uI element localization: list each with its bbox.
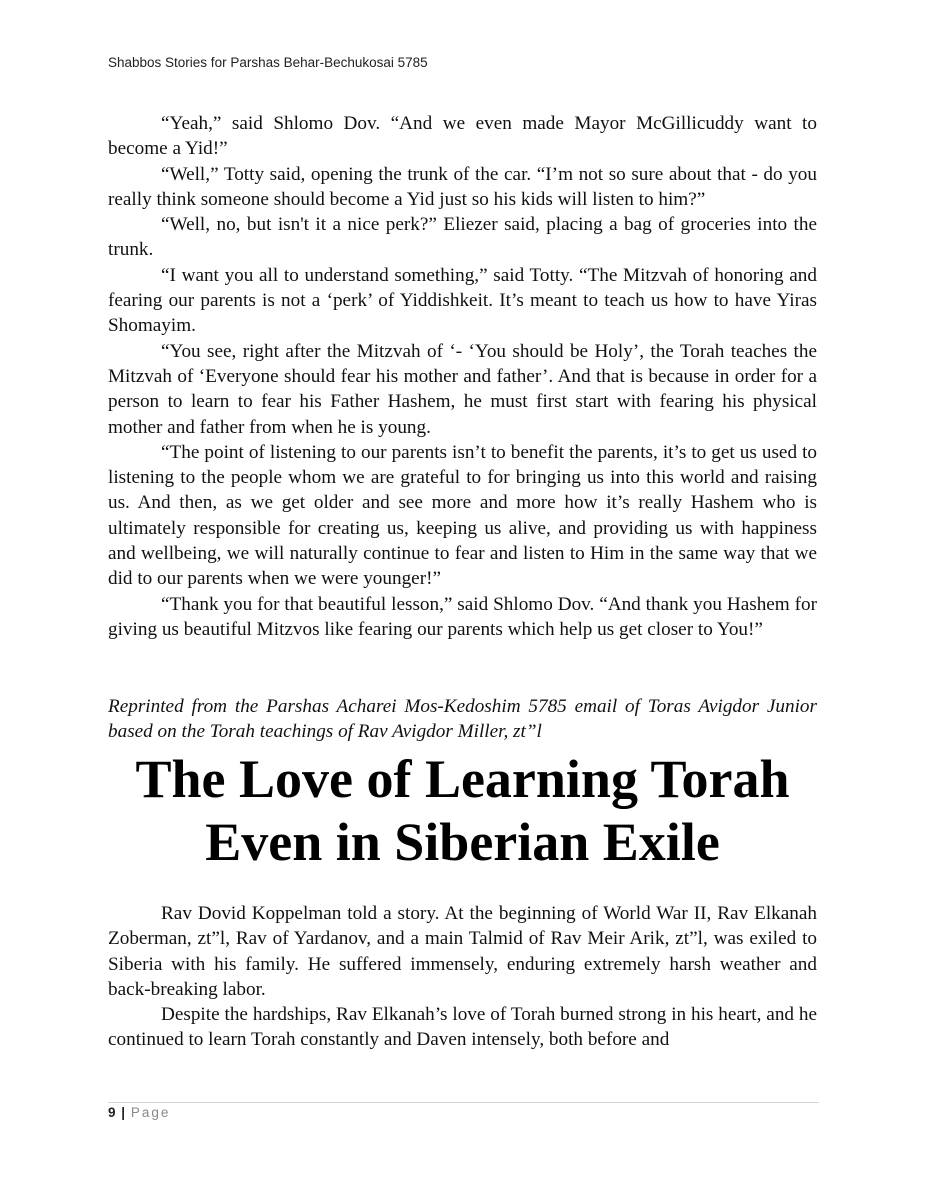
- footer-separator: |: [121, 1105, 126, 1120]
- paragraph: “I want you all to understand something,” said Totty. “The Mitzvah of honoring and fearing our parents is not a ‘perk’ of Yiddishkeit. It’s meant to teach us how to have Yiras Shomayim.: [108, 264, 817, 337]
- paragraph: “You see, right after the Mitzvah of ‘- ‘You should be Holy’, the Torah teaches the Mitzvah of ‘Everyone should fear his mother and father’. And that is because in order for a person to learn to fear his Father Hashem, he must first start with fearing his physical mother and father from when he is young.: [108, 340, 817, 438]
- paragraph: “Thank you for that beautiful lesson,” said Shlomo Dov. “And thank you Hashem for giving us beautiful Mitzvos like fearing our parents which help us get closer to You!”: [108, 593, 817, 640]
- story-2-body: [108, 901, 817, 1053]
- footer-divider: [108, 1102, 819, 1103]
- paragraph: Rav Dovid Koppelman told a story. At the beginning of World War II, Rav Elkanah Zoberman, zt”l, Rav of Yardanov, and a main Talmid of Rav Meir Arik, zt”l, was exiled to Siberia with his family. He suffered immensely, enduring extremely harsh weather and back-breaking labor.: [108, 903, 817, 1000]
- paragraph: “Yeah,” said Shlomo Dov. “And we even made Mayor McGillicuddy want to become a Yid!”: [108, 113, 817, 160]
- paragraph: “The point of listening to our parents isn’t to benefit the parents, it’s to get us used to listening to the people whom we are grateful to for bringing us into this world and raising us. And then, as we get older and see more and more how it’s really Hashem who is ultimately responsible for creating us, keeping us alive, and providing us with happiness and wellbeing, we will naturally continue to fear and listen to Him in the same way that we did to our parents when we were younger!”: [108, 441, 817, 590]
- reprint-note: Reprinted from the Parshas Acharei Mos-Kedoshim 5785 email of Toras Avigdor Junior based on the Torah teachings of Rav Avigdor Miller, zt”l: [108, 696, 817, 743]
- paragraph: “Well, no, but isn't it a nice perk?” Eliezer said, placing a bag of groceries into the trunk.: [108, 214, 817, 261]
- story-title: [108, 748, 817, 874]
- running-header: Shabbos Stories for Parshas Behar-Bechukosai 5785: [108, 55, 428, 70]
- page-label: Page: [130, 1105, 171, 1120]
- story-1-body: [108, 111, 817, 642]
- page-number: 9: [108, 1105, 116, 1120]
- paragraph: Despite the hardships, Rav Elkanah’s love of Torah burned strong in his heart, and he continued to learn Torah constantly and Daven intensely, both before and: [108, 1004, 817, 1051]
- page-footer: [108, 1105, 170, 1120]
- title-line-2: Even in Siberian Exile: [205, 812, 720, 872]
- paragraph: “Well,” Totty said, opening the trunk of the car. “I’m not so sure about that - do you really think someone should become a Yid just so his kids will listen to him?”: [108, 163, 817, 210]
- title-line-1: The Love of Learning Torah: [135, 749, 790, 809]
